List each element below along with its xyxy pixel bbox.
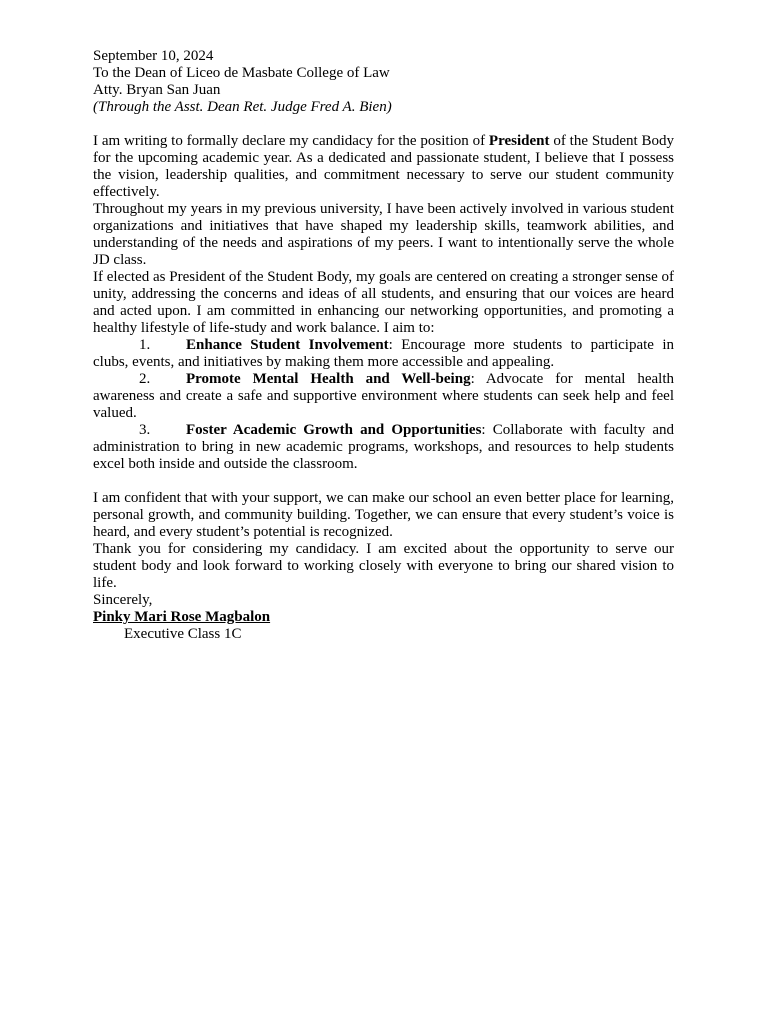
goal-title: Promote Mental Health and Well-being: [186, 371, 471, 387]
paragraph-intro-end: of the Student Body for the upcoming academic year. As a dedicated and passionate student, I believe that I possess the vision, leadership qualities, and commitment necessary to serve our student community effectively.: [93, 133, 674, 200]
paragraph-intro-start: I am writing to formally declare my candidacy for the position of: [93, 133, 489, 149]
goal-item-2: [93, 371, 674, 422]
addressee-line-3: (Through the Asst. Dean Ret. Judge Fred A. Bien): [93, 99, 392, 115]
paragraph-experience: Throughout my years in my previous university, I have been actively involved in various student organizations and initiatives that have shaped my leadership skills, teamwork abilities, and understanding of the needs and aspirations of my peers. I want to intentionally serve the whole JD class.: [93, 201, 674, 268]
goal-item-3: [93, 422, 674, 473]
goal-title: Foster Academic Growth and Opportunities: [186, 422, 482, 438]
goal-text: : Encourage more students to participate in clubs, events, and initiatives by making them more accessible and appealing.: [93, 337, 675, 370]
paragraph-goals-intro: If elected as President of the Student Body, my goals are centered on creating a stronger sense of unity, addressing the concerns and ideas of all students, and ensuring that our voices are heard and acted upon. I am committed in enhancing our networking opportunities, and promoting a healthy lifestyle of life-study and work balance. I aim to:: [93, 269, 674, 336]
paragraph-confidence: I am confident that with your support, we can make our school an even better place for learning, personal growth, and community building. Together, we can ensure that every student’s voice is heard, and every student’s potential is recognized.: [93, 490, 674, 540]
addressee-line-1: To the Dean of Liceo de Masbate College of Law: [93, 65, 390, 81]
signature-title: Executive Class 1C: [124, 626, 242, 642]
letter-body: [93, 48, 674, 643]
addressee-block: [93, 65, 674, 116]
goals-list: [93, 337, 674, 473]
closing-salutation: Sincerely,: [93, 592, 153, 608]
goal-number: 3.: [139, 422, 151, 438]
paragraph-intro-bold: President: [488, 133, 550, 149]
paragraph-intro: [93, 133, 674, 201]
goal-text: : Collaborate with faculty and administration to bring in new academic programs, workshops, and resources to help students excel both inside and outside the classroom.: [93, 422, 674, 472]
goal-item-1: [93, 337, 674, 371]
signature-block: [93, 609, 674, 643]
goal-title: Enhance Student Involvement: [186, 337, 389, 353]
goal-text: : Advocate for mental health awareness and create a safe and supportive environment where students can seek help and feel valued.: [93, 371, 674, 421]
goal-number: 1.: [139, 337, 151, 353]
addressee-line-2: Atty. Bryan San Juan: [93, 82, 221, 98]
goal-number: 2.: [139, 371, 151, 387]
letter-date: September 10, 2024: [93, 48, 214, 64]
signature-name: Pinky Mari Rose Magbalon: [93, 609, 271, 625]
paragraph-thanks: Thank you for considering my candidacy. I am excited about the opportunity to serve our student body and look forward to working closely with everyone to bring our shared vision to life.: [93, 541, 674, 591]
